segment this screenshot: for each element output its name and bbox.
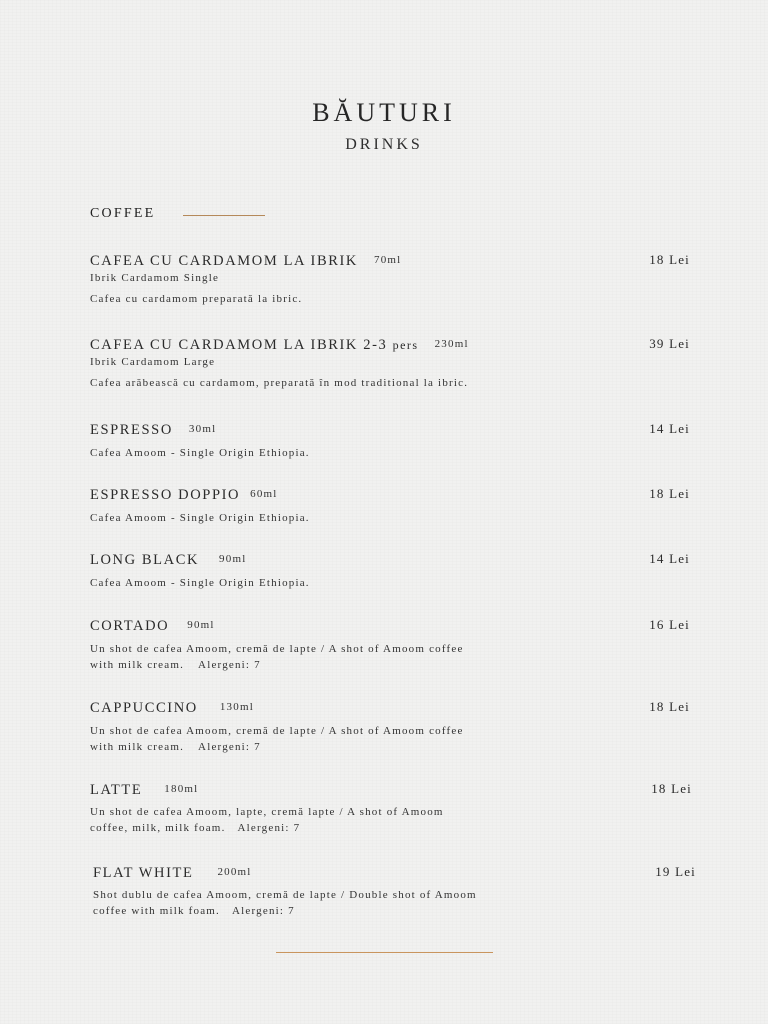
- item-description-line1: Shot dublu de cafea Amoom, cremă de lapte / Double shot of Amoom: [93, 889, 477, 901]
- item-volume: 60ml: [250, 488, 278, 500]
- item-name: CAPPUCCINO: [90, 700, 198, 716]
- menu-item-cortado: [90, 617, 690, 673]
- item-description-line2: coffee, milk, milk foam.: [90, 822, 226, 834]
- item-name: CORTADO: [90, 618, 170, 634]
- item-description: [90, 723, 550, 755]
- item-allergens: Alergeni: 7: [237, 822, 301, 834]
- item-description: Cafea Amoom - Single Origin Ethiopia.: [90, 512, 310, 524]
- item-name: LATTE: [90, 782, 143, 798]
- section-header-coffee: [90, 206, 265, 222]
- item-allergens: Alergeni: 7: [232, 905, 295, 917]
- item-price: 39 Lei: [649, 336, 690, 351]
- item-description-line2: with milk cream.: [90, 659, 185, 671]
- item-price: 18 Lei: [649, 252, 690, 267]
- item-subtitle: Ibrik Cardamom Single: [90, 272, 220, 284]
- item-volume: 180ml: [164, 783, 199, 795]
- item-price: 14 Lei: [649, 551, 690, 566]
- menu-item-cafea-cardamom-large: [90, 336, 690, 391]
- item-name: CAFEA CU CARDAMOM LA IBRIK: [90, 253, 358, 269]
- menu-item-latte: [90, 781, 690, 836]
- item-name: CAFEA CU CARDAMOM LA IBRIK 2-3 pers: [90, 337, 419, 353]
- bottom-divider: [276, 952, 493, 953]
- menu-item-long-black: [90, 551, 690, 591]
- item-name-suffix: pers: [392, 338, 419, 352]
- item-description-line2: coffee with milk foam.: [93, 905, 221, 917]
- item-description-line1: Un shot de cafea Amoom, cremă de lapte / A shot of Amoom coffee: [90, 725, 464, 737]
- item-description-line1: Un shot de cafea Amoom, cremă de lapte / A shot of Amoom coffee: [90, 643, 464, 655]
- item-price: 14 Lei: [649, 421, 690, 436]
- menu-item-cafea-cardamom-single: [90, 252, 690, 307]
- item-volume: 90ml: [187, 619, 215, 631]
- item-volume: 70ml: [374, 254, 402, 266]
- item-price: 18 Lei: [649, 486, 690, 501]
- item-price: 18 Lei: [649, 699, 690, 714]
- item-description: Cafea cu cardamom preparată la ibric.: [90, 293, 303, 305]
- section-title: COFFEE: [90, 206, 156, 221]
- item-description: Cafea Amoom - Single Origin Ethiopia.: [90, 577, 310, 589]
- menu-item-espresso: [90, 421, 690, 461]
- item-price: 16 Lei: [649, 617, 690, 632]
- item-allergens: Alergeni: 7: [198, 659, 261, 671]
- item-name: ESPRESSO DOPPIO: [90, 487, 241, 503]
- item-price: 18 Lei: [651, 781, 692, 796]
- menu-item-flat-white: [93, 864, 696, 919]
- item-description: Cafea arăbească cu cardamom, preparată în mod traditional la ibric.: [90, 377, 469, 389]
- item-allergens: Alergeni: 7: [198, 741, 261, 753]
- item-volume: 230ml: [434, 338, 469, 350]
- item-volume: 30ml: [188, 423, 217, 435]
- item-volume: 130ml: [219, 701, 254, 713]
- page-title: BĂUTURI: [312, 98, 456, 127]
- menu-item-cappuccino: [90, 699, 690, 755]
- item-description: [93, 887, 573, 919]
- item-description-line2: with milk cream.: [90, 741, 185, 753]
- item-name: LONG BLACK: [90, 552, 200, 568]
- item-volume: 90ml: [219, 553, 247, 565]
- item-description: Cafea Amoom - Single Origin Ethiopia.: [90, 447, 310, 459]
- page-subtitle: DRINKS: [345, 136, 423, 153]
- item-subtitle: Ibrik Cardamom Large: [90, 356, 216, 368]
- item-name: ESPRESSO: [90, 422, 173, 438]
- item-name: FLAT WHITE: [93, 865, 194, 881]
- menu-item-espresso-doppio: [90, 486, 690, 526]
- item-description: [90, 804, 550, 836]
- item-description-line1: Un shot de cafea Amoom, lapte, cremă lapte / A shot of Amoom: [90, 806, 444, 818]
- item-price: 19 Lei: [655, 864, 696, 879]
- item-description: [90, 641, 550, 673]
- section-divider: [183, 215, 265, 216]
- item-volume: 200ml: [217, 866, 252, 878]
